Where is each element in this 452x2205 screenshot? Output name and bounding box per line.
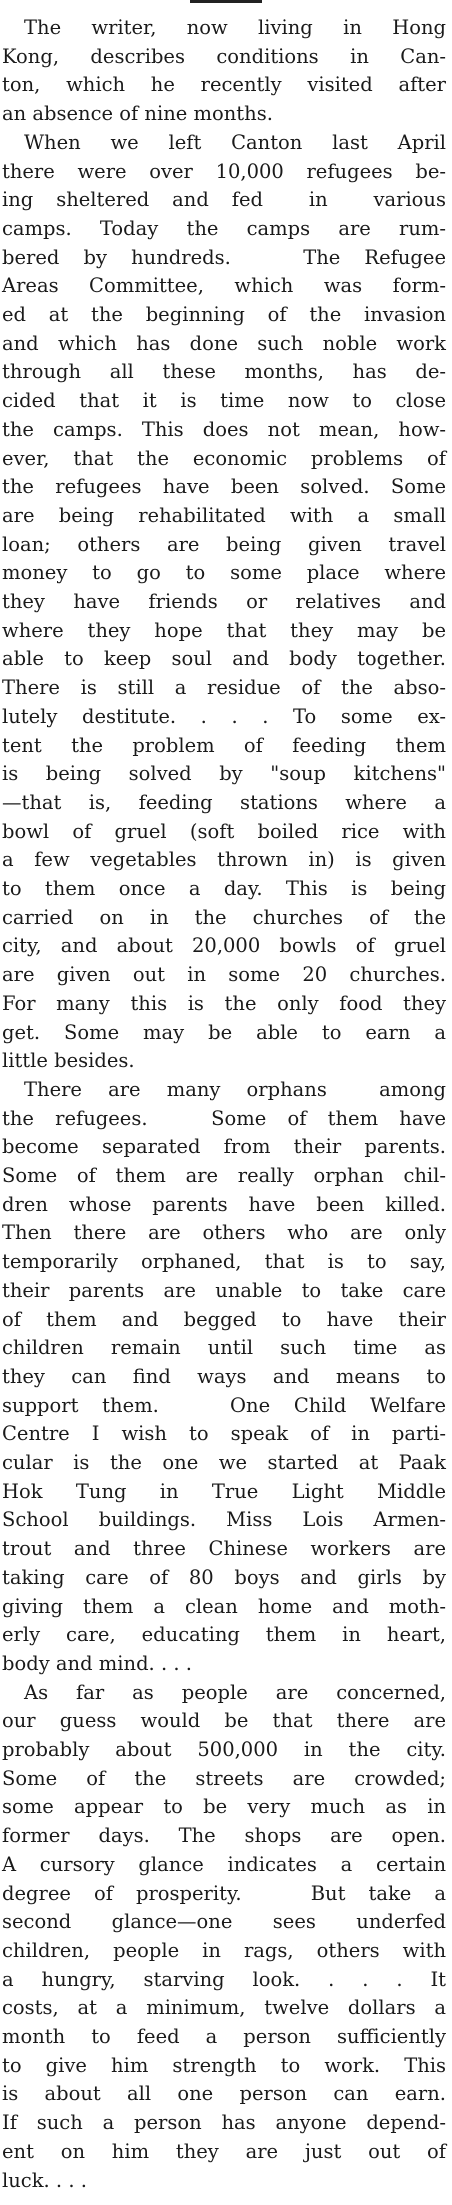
article-line: As far as people are concerned, — [24, 1680, 446, 1704]
article-line: ent on him they are just out of — [2, 2139, 446, 2163]
article-line: A cursory glance indicates a certain — [2, 1852, 446, 1876]
article-line: When we left Canton last April — [24, 130, 446, 154]
article-line: through all these months, has de- — [2, 360, 446, 384]
article-line: are given out in some 20 churches. — [2, 963, 446, 987]
article-line: the camps. This does not mean, how- — [2, 417, 446, 441]
article-line: the refugees have been solved. Some — [2, 475, 446, 499]
article-line: probably about 500,000 in the city. — [2, 1738, 446, 1761]
article-line: There is still a residue of the abso- — [2, 676, 446, 700]
article-line: of them and begged to have their — [2, 1307, 446, 1331]
article-line: trout and three Chinese workers are — [2, 1537, 446, 1561]
article-line: There are many orphans among — [24, 1077, 446, 1101]
article-line: ever, that the economic problems of — [2, 446, 446, 470]
article-line: costs, at a minimum, twelve dollars a — [2, 1996, 446, 2020]
article-line: money to go to some place where — [2, 561, 446, 585]
article-line: and which has done such noble work — [2, 331, 446, 355]
article-line: to them once a day. This is being — [2, 877, 446, 900]
article-line: our guess would be that there are — [2, 1709, 446, 1733]
article-line: If such a person has anyone depend- — [2, 2111, 446, 2135]
article-line: month to feed a person sufficiently — [2, 2025, 446, 2048]
article-line: loan; others are being given travel — [2, 532, 446, 556]
article-line: degree of prosperity. But take a — [2, 1881, 446, 1905]
article-line: Kong, describes conditions in Can- — [2, 44, 446, 68]
article-line: children remain until such time as — [2, 1336, 446, 1360]
article-line: ing sheltered and fed in various — [2, 188, 446, 212]
article-line: able to keep soul and body together. — [2, 647, 446, 671]
article-line: the refugees. Some of them have — [2, 1106, 446, 1130]
article-line: a few vegetables thrown in) is given — [2, 848, 446, 872]
article-line: children, people in rags, others with — [2, 1938, 446, 1962]
article-line: Hok Tung in True Light Middle — [2, 1479, 446, 1503]
article-line: little besides. — [2, 1049, 135, 1073]
article-line: erly care, educating them in heart, — [2, 1623, 446, 1647]
article-line: carried on in the churches of the — [2, 905, 446, 929]
article-line: Centre I wish to speak of in parti- — [2, 1422, 446, 1446]
article-line: School buildings. Miss Lois Armen- — [2, 1508, 446, 1532]
article-line: body and mind. . . . — [2, 1651, 192, 1675]
article-line: tent the problem of feeding them — [2, 733, 446, 757]
article-line: former days. The shops are open. — [2, 1824, 446, 1848]
article-line: cided that it is time now to close — [2, 389, 446, 413]
article-line: a hungry, starving look. . . . It — [2, 1967, 446, 1991]
article-line: cular is the one we started at Paak — [2, 1451, 446, 1474]
article-line: second glance—one sees underfed — [2, 1910, 446, 1934]
article-line: taking care of 80 boys and girls by — [2, 1565, 446, 1589]
article-line: bered by hundreds. The Refugee — [2, 245, 446, 269]
article-line: get. Some may be able to earn a — [2, 1020, 446, 1044]
article-line: they have friends or relatives and — [2, 590, 446, 613]
article-line: there were over 10,000 refugees be- — [2, 159, 446, 183]
article-line: Some of them are really orphan chil- — [2, 1164, 446, 1187]
article-line: lutely destitute. . . . To some ex- — [2, 704, 446, 728]
article-line: camps. Today the camps are rum- — [2, 216, 446, 240]
article-line: luck. . . . — [2, 2168, 87, 2192]
article-line: some appear to be very much as in — [2, 1795, 446, 1819]
article-line: Areas Committee, which was form- — [2, 274, 446, 298]
article-line: become separated from their parents. — [2, 1135, 446, 1159]
article-line: —that is, feeding stations where a — [2, 790, 446, 814]
article-line: For many this is the only food they — [2, 991, 446, 1015]
article-line: ton, which he recently visited after — [2, 73, 446, 97]
article-line: giving them a clean home and moth- — [2, 1594, 446, 1618]
article-line: ed at the beginning of the invasion — [2, 303, 446, 326]
article-line: where they hope that they may be — [2, 618, 446, 642]
article-line: is being solved by "soup kitchens" — [2, 762, 446, 786]
article-line: to give him strength to work. This — [2, 2053, 446, 2077]
article-line: Then there are others who are only — [2, 1221, 446, 1245]
article-line: they can find ways and means to — [2, 1364, 446, 1388]
article-line: are being rehabilitated with a small — [2, 503, 446, 527]
article-line: The writer, now living in Hong — [24, 16, 446, 39]
header-rule — [190, 0, 262, 3]
article-line: their parents are unable to take care — [2, 1278, 446, 1302]
article-line: bowl of gruel (soft boiled rice with — [2, 819, 446, 843]
article-line: city, and about 20,000 bowls of gruel — [2, 934, 446, 958]
article-line: is about all one person can earn. — [2, 2082, 446, 2106]
article-line: Some of the streets are crowded; — [2, 1766, 446, 1790]
article-line: temporarily orphaned, that is to say, — [2, 1250, 446, 1274]
article-line: an absence of nine months. — [2, 102, 273, 126]
article-line: dren whose parents have been killed. — [2, 1192, 446, 1216]
article-line: support them. One Child Welfare — [2, 1393, 446, 1417]
